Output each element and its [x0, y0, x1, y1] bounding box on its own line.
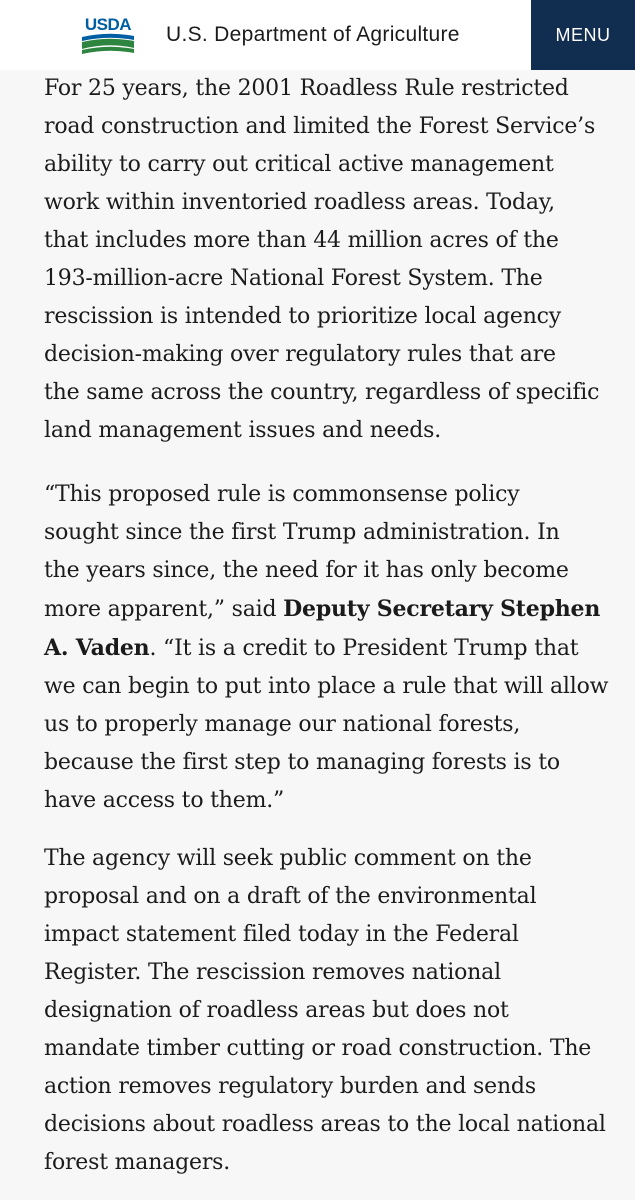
text-line: the years since, the need for it has only become: [44, 558, 569, 583]
text-line: [44, 629, 604, 668]
text-line: 193-million-acre National Forest System. The: [44, 266, 543, 291]
text-line: The agency will seek public comment on the: [44, 846, 532, 871]
text-line: have access to them.”: [44, 788, 285, 813]
text-line: impact statement filed today in the Federal: [44, 922, 519, 947]
text-line: decision-making over regulatory rules that are: [44, 342, 556, 367]
text-line: because the first step to managing forests is to: [44, 750, 560, 775]
text-line: the same across the country, regardless of specific: [44, 380, 600, 405]
text-line: ability to carry out critical active management: [44, 152, 554, 177]
text-line: designation of roadless areas but does not: [44, 998, 509, 1023]
usda-logo-text: USDA: [84, 15, 132, 34]
text-line: For 25 years, the 2001 Roadless Rule restricted: [44, 76, 569, 101]
speaker-name-part1: Deputy Secretary Stephen: [283, 596, 601, 622]
text-line: work within inventoried roadless areas. Today,: [44, 190, 555, 215]
menu-button[interactable]: MENU: [531, 0, 635, 70]
text-line: that includes more than 44 million acres of the: [44, 228, 559, 253]
article-paragraph: [44, 840, 604, 1182]
text-line: road construction and limited the Forest Service’s: [44, 114, 596, 139]
text-segment: more apparent,” said: [44, 597, 284, 622]
usda-logo[interactable]: [80, 13, 136, 57]
quote-paragraph: [44, 476, 609, 820]
speaker-name-part2: A. Vaden: [44, 635, 150, 661]
text-line: proposal and on a draft of the environmental: [44, 884, 537, 909]
text-line: mandate timber cutting or road construction. The: [44, 1036, 592, 1061]
text-line: land management issues and needs.: [44, 418, 442, 443]
agency-name[interactable]: U.S. Department of Agriculture: [166, 23, 460, 46]
text-line: we can begin to put into place a rule that will allow: [44, 674, 609, 699]
text-line: Register. The rescission removes national: [44, 960, 501, 985]
text-line: [44, 590, 604, 629]
text-line: “This proposed rule is commonsense policy: [44, 482, 520, 507]
text-line: rescission is intended to prioritize local agency: [44, 304, 562, 329]
text-line: sought since the first Trump administration. In: [44, 520, 560, 545]
site-header: [0, 0, 635, 70]
text-segment: . “It is a credit to President Trump that: [149, 636, 579, 661]
text-line: forest managers.: [44, 1150, 231, 1175]
text-line: us to properly manage our national forests,: [44, 712, 521, 737]
article-paragraph: [44, 70, 604, 450]
text-line: action removes regulatory burden and sends: [44, 1074, 536, 1099]
text-line: decisions about roadless areas to the local national: [44, 1112, 606, 1137]
